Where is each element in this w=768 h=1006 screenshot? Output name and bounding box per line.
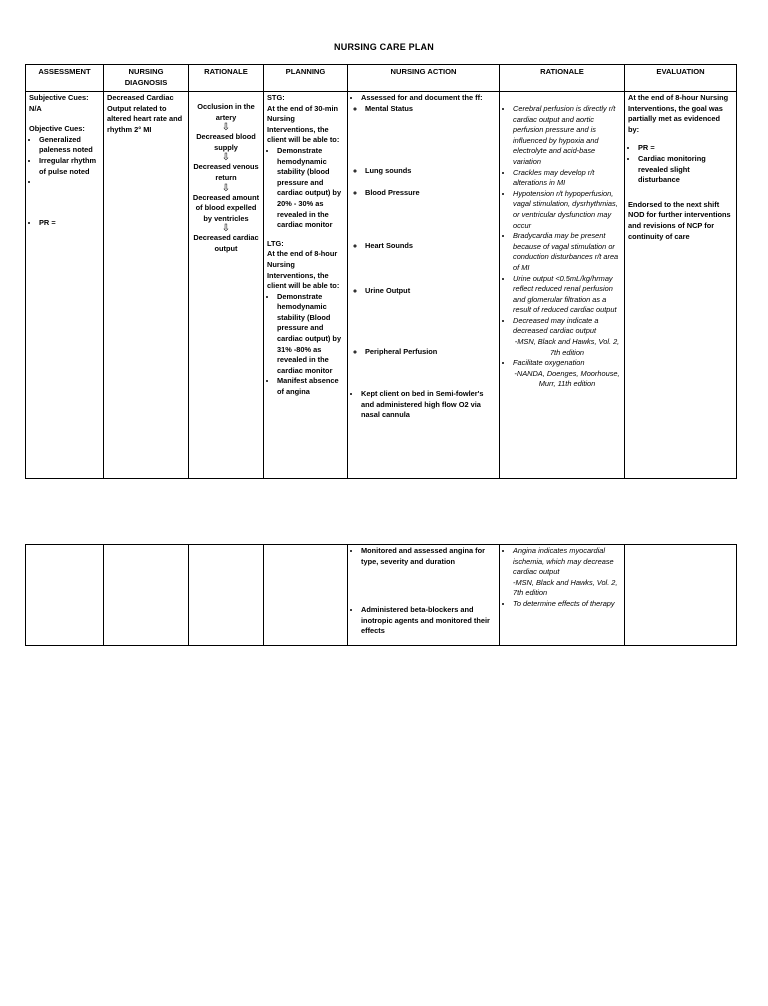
list-item: ◦ Mental Status: [365, 104, 496, 115]
care-plan-table-continued: [25, 544, 737, 646]
list-item: ◦ Urine Output: [365, 286, 496, 297]
list-item: • Manifest absence of angina: [277, 376, 344, 397]
citation: -MSN, Black and Hawks, Vol. 2, 7th edition: [513, 577, 618, 598]
planning-cell: [264, 92, 348, 479]
list-item: • Administered beta-blockers and inotropic agents and monitored their effects: [361, 605, 496, 637]
list-item: • Crackles may develop r/t alterations in MI: [513, 168, 621, 189]
list-item: • Cerebral perfusion is directly r/t cardiac output and aortic perfusion pressure and is influenced by hypoxia and electrolyte and acid-base variation: [513, 104, 621, 168]
flow-step: Decreased amount of blood expelled by ventricles: [192, 192, 260, 223]
empty-cell: [189, 545, 264, 646]
objective-cues-label: Objective Cues:: [29, 124, 85, 134]
list-item: ◦ Lung sounds: [365, 166, 496, 177]
nursing-action-cell: [348, 545, 500, 646]
rationale-text: Facilitate oxygenation: [513, 358, 585, 368]
list-item: • Generalized paleness noted: [39, 135, 100, 156]
empty-cell: [26, 545, 104, 646]
endorsement-text: Endorsed to the next shift NOD for further interventions and revisions of NCP for continuity of care: [628, 199, 731, 241]
header-rationale: RATIONALE: [189, 65, 264, 92]
header-evaluation: EVALUATION: [625, 65, 737, 92]
rationale-flow-cell: [189, 92, 264, 479]
nursing-rationale-cell: [500, 92, 625, 479]
nursing-action-cell: [348, 92, 500, 479]
citation: -MSN, Black and Hawks, Vol. 2, 7th edition: [514, 337, 620, 357]
list-item: [513, 316, 621, 358]
stg-text: At the end of 30-min Nursing Interventions, the client will be able to:: [267, 103, 340, 145]
list-item: ◦ Heart Sounds: [365, 241, 496, 252]
flow-step: Occlusion in the artery: [197, 102, 255, 122]
list-item: • Demonstrate hemodynamic stability (blood pressure and cardiac output) by 20% - 30% as revealed in the cardiac monitor: [277, 146, 344, 231]
flow-step: Decreased venous return: [193, 162, 259, 182]
header-planning: PLANNING: [264, 65, 348, 92]
assessment-cell: [26, 92, 104, 479]
nursing-rationale-cell: [500, 545, 625, 646]
empty-cell: [104, 545, 189, 646]
list-item: • Assessed for and document the ff:: [361, 93, 496, 104]
list-item: [39, 177, 100, 188]
rationale-text: Angina indicates myocardial ischemia, which may decrease cardiac output: [513, 546, 614, 577]
down-arrow-icon: ⇩: [221, 182, 231, 194]
list-item: ◦ Blood Pressure: [365, 188, 496, 199]
table-row: [26, 92, 737, 479]
header-assessment: ASSESSMENT: [26, 65, 104, 92]
empty-cell: [264, 545, 348, 646]
header-rationale-2: RATIONALE: [500, 65, 625, 92]
flow-step: Decreased blood supply: [196, 132, 256, 152]
citation: -NANDA, Doenges, Moorhouse, Murr, 11th edition: [514, 368, 620, 389]
empty-cell: [625, 545, 737, 646]
list-item: ◦ Peripheral Perfusion: [365, 347, 496, 358]
ltg-label: LTG:: [267, 238, 284, 248]
list-item: • PR =: [39, 218, 100, 229]
down-arrow-icon: ⇩: [221, 122, 231, 134]
ltg-text: At the end of 8-hour Nursing Interventions, the client will be able to:: [267, 249, 340, 291]
list-item: • Hypotension r/t hypoperfusion, vagal stimulation, dysrhythmias, or ventricular dysfunction may occur: [513, 189, 621, 231]
list-item: • Urine output <0.5mL/kg/hrmay reflect reduced renal perfusion and glomerular filtration as a result of reduced cardiac output: [513, 274, 621, 316]
list-item: • Bradycardia may be present because of vagal stimulation or conduction disturbances r/t area of MI: [513, 231, 621, 273]
header-row: [26, 65, 737, 92]
list-item: • PR =: [638, 143, 733, 154]
header-nursing-diagnosis: NURSING DIAGNOSIS: [104, 65, 189, 92]
list-item: • Demonstrate hemodynamic stability (Blood pressure and cardiac output) by 31% -80% as revealed in the cardiac monitor: [277, 292, 344, 377]
list-item: • Kept client on bed in Semi-fowler's and administered high flow O2 via nasal cannula: [361, 389, 496, 421]
flow-step: Decreased cardiac output: [193, 233, 259, 253]
list-item: [513, 546, 621, 599]
evaluation-cell: [625, 92, 737, 479]
page-title: NURSING CARE PLAN: [334, 42, 434, 52]
list-item: • Monitored and assessed angina for type, severity and duration: [361, 546, 496, 567]
evaluation-text: At the end of 8-hour Nursing Interventions, the goal was partially met as evidenced by:: [628, 93, 729, 134]
rationale-text: Decreased may indicate a decreased cardiac output: [513, 315, 599, 336]
list-item: • Cardiac monitoring revealed slight disturbance: [638, 154, 733, 186]
care-plan-table: [25, 64, 737, 479]
list-item: • To determine effects of therapy: [513, 599, 621, 610]
table-row: [26, 545, 737, 646]
list-item: • Irregular rhythm of pulse noted: [39, 156, 100, 177]
down-arrow-icon: ⇩: [221, 223, 231, 235]
diagnosis-cell: Decreased Cardiac Output related to altered heart rate and rhythm 2° MI: [104, 92, 189, 479]
stg-label: STG:: [267, 93, 285, 102]
subjective-cues: Subjective Cues: N/A: [29, 93, 89, 113]
down-arrow-icon: ⇩: [221, 152, 231, 164]
header-nursing-action: NURSING ACTION: [348, 65, 500, 92]
list-item: [513, 358, 621, 390]
